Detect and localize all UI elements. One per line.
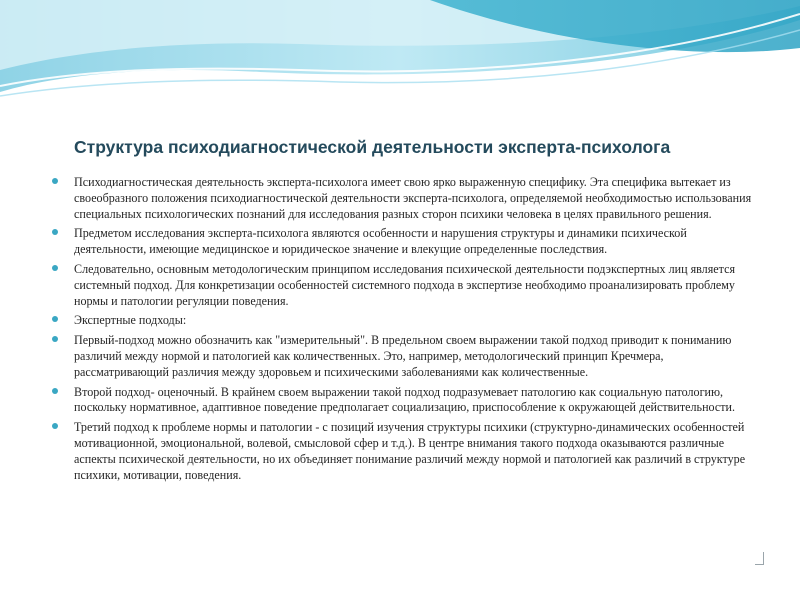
bullet-dot-icon xyxy=(52,178,58,184)
bullet-text: Психодиагностическая деятельность эксперта-психолога имеет свою ярко выраженную специфику. Эта специфика вытекает из своеобразного положения психодиагностической деятельности эксперта-психолога, определяемой необходимостью использования специальных психологических познаний для исследования разных сторон психики человека в целях правильного решения. xyxy=(74,175,752,221)
header-wave-decoration xyxy=(0,0,800,110)
bullet-text: Второй подход- оценочный. В крайнем своем выражении такой подход подразумевает патологию как социальную патологию, поскольку нормативное, адаптивное поведение предполагает социализацию, приспособление к окружающей действительности. xyxy=(74,384,736,415)
bullet-text: Третий подход к проблеме нормы и патологии - с позиций изучения структуры психики (структурно-динамических особенностей мотивационной, эмоциональной, волевой, смысловой сфер и т.д.). В центре внимания такого подхода оказываются различные аспекты психической деятельности, но их объединяет понимание различий между нормой и патологией как различий в структуре психики, мотивации, поведения. xyxy=(74,420,746,482)
bullet-dot-icon xyxy=(52,265,58,271)
bullet-dot-icon xyxy=(52,316,58,322)
bullet-text: Предметом исследования эксперта-психолога являются особенности и нарушения структуры и динамики психической деятельности, имеющие медицинское и юридическое значение и влекущие определенные последствия. xyxy=(74,226,687,257)
bullet-item xyxy=(52,420,752,483)
corner-mark-icon xyxy=(755,552,764,565)
bullet-text: Следовательно, основным методологическим принципом исследования психической деятельности подэкспертных лиц является системный подход. Для конкретизации особенностей системного подхода в экспертизе необходимо проанализировать проблему нормы и патологии регуляции поведения. xyxy=(74,261,736,308)
bullet-item xyxy=(52,313,752,329)
bullet-dot-icon xyxy=(52,388,58,394)
bullet-item xyxy=(52,262,752,309)
bullet-list xyxy=(52,175,752,487)
bullet-text: Экспертные подходы: xyxy=(74,313,187,328)
bullet-item xyxy=(52,333,752,380)
bullet-item xyxy=(52,385,752,417)
bullet-dot-icon xyxy=(52,229,58,235)
bullet-dot-icon xyxy=(52,336,58,342)
slide-title: Структура психодиагностической деятельности эксперта-психолога xyxy=(74,137,671,157)
bullet-item xyxy=(52,226,752,258)
bullet-item xyxy=(52,175,752,222)
bullet-text: Первый-подход можно обозначить как "измерительный". В предельном своем выражении такой подход приводит к пониманию различий между нормой и патологией как количественных. Это, например, методологический принцип Кречмера, рассматривающий различия между здоровьем и психическими заболеваниями как количественные. xyxy=(74,333,732,379)
bullet-dot-icon xyxy=(52,423,58,429)
